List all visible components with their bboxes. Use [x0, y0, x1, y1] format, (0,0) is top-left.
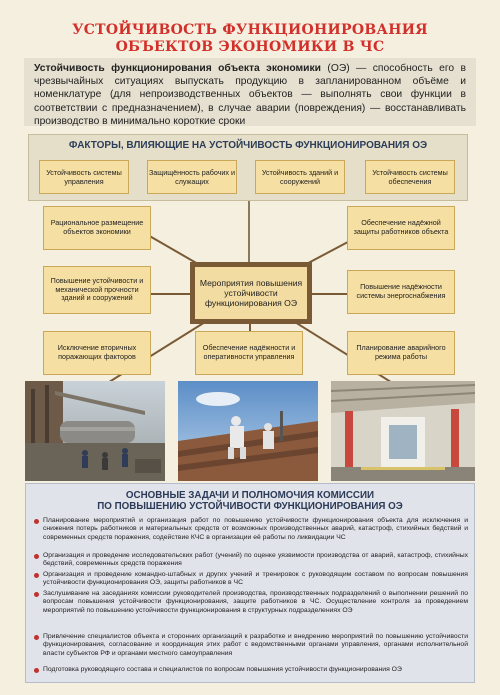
measures-center-label: Мероприятия повышения устойчивости функционирования ОЭ [195, 267, 307, 319]
task-item [34, 517, 468, 542]
measure-placement: Рациональное размещение объектов экономики [43, 206, 151, 250]
bullet-icon [34, 592, 39, 597]
task-text: Организация и проведение командно-штабных и других учений и тренировок с руководящим составом по вопросам повышения устойчивости функционирования ОЭ, защиты работников в ЧС [43, 571, 468, 587]
factor-supply-system: Устойчивость системы обеспечения [365, 160, 455, 194]
task-item [34, 590, 468, 615]
factor-buildings: Устойчивость зданий и сооружений [255, 160, 345, 194]
task-item [34, 666, 468, 674]
task-text: Планирование мероприятий и организация работ по повышению устойчивости функционирования объекта для исключения и снижения потерь работников и материальных средств от возможных производственных аварий, катастроф, стихийных бедствий и современных средств поражения, содействие КЧС в организации её работы по ликвидации ЧС [43, 517, 468, 541]
task-text: Организация и проведение исследовательских работ (учений) по оценке уязвимости производства от аварий, катастроф, стихийных бедствий, современных средств поражения [43, 552, 468, 568]
title-line-1: УСТОЙЧИВОСТЬ ФУНКЦИОНИРОВАНИЯ [72, 22, 428, 38]
measure-management: Обеспечение надёжности и оперативности управления [195, 331, 303, 375]
task-item [34, 552, 468, 569]
factor-control-system: Устойчивость системы управления [39, 160, 129, 194]
tasks-title [26, 490, 474, 512]
definition-term: Устойчивость функционирования объекта экономики [34, 63, 321, 74]
task-text: Привлечение специалистов объекта и сторонних организаций к разработке и внедрению мероприятий по повышению устойчивости функционирования, согласование и координация этих работ с ведомственными органами управления, органами исполнительной власти субъектов РФ и органами местного самоуправления [43, 633, 468, 657]
measure-secondary-factors: Исключение вторичных поражающих факторов [43, 331, 151, 375]
task-text: Заслушивание на заседаниях комиссии руководителей производства, производственных подразделений о выполнении решений по вопросам повышения устойчивости функционирования, защите работников в ЧС. Осуществление контроля за проведением мероприятий по повышению устойчивости функционирования в структурных подразделениях ОЭ [43, 590, 468, 614]
measure-emergency-planning: Планирование аварийного режима работы [347, 331, 455, 375]
tasks-title-line-2: ПО ПОВЫШЕНИЮ УСТОЙЧИВОСТИ ФУНКЦИОНИРОВАНИЯ ОЭ [97, 501, 403, 512]
bullet-icon [34, 554, 39, 559]
photo-industrial-site [25, 381, 165, 481]
definition-text: (ОЭ) — способность его в чрезвычайных ситуациях выпускать продукцию в запланированном объёме и номенклатуре (для непроизводственных объектов — выполнять свои функции в соответствии с предназначением), в случае аварии (повреждения) — восстанавливать производство в минимально короткие сроки [34, 63, 466, 127]
connector-line [248, 201, 250, 262]
measure-power-supply: Повышение надёжности системы энергоснабжения [347, 270, 455, 314]
bullet-icon [34, 519, 39, 524]
bullet-icon [34, 573, 39, 578]
definition-block [24, 58, 476, 126]
measures-center-box [190, 262, 312, 324]
task-item [34, 633, 468, 658]
photo-rescue-workers [178, 381, 318, 481]
bullet-icon [34, 668, 39, 673]
factors-panel [28, 134, 468, 201]
tasks-panel [25, 483, 475, 683]
title-line-2: ОБЪЕКТОВ ЭКОНОМИКИ В ЧС [115, 39, 385, 55]
page-title [20, 22, 480, 56]
measure-building-strength: Повышение устойчивости и механической прочности зданий и сооружений [43, 266, 151, 314]
factor-worker-protection: Защищённость рабочих и служащих [147, 160, 237, 194]
factors-title: ФАКТОРЫ, ВЛИЯЮЩИЕ НА УСТОЙЧИВОСТЬ ФУНКЦИОНИРОВАНИЯ ОЭ [68, 140, 428, 151]
task-item [34, 571, 468, 588]
task-text: Подготовка руководящего состава и специалистов по вопросам повышения устойчивости функционирования ОЭ [43, 666, 402, 673]
bullet-icon [34, 635, 39, 640]
measure-worker-protection: Обеспечение надёжной защиты работников объекта [347, 206, 455, 250]
photo-factory-hall [331, 381, 475, 481]
tasks-title-line-1: ОСНОВНЫЕ ЗАДАЧИ И ПОЛНОМОЧИЯ КОМИССИИ [125, 490, 375, 501]
